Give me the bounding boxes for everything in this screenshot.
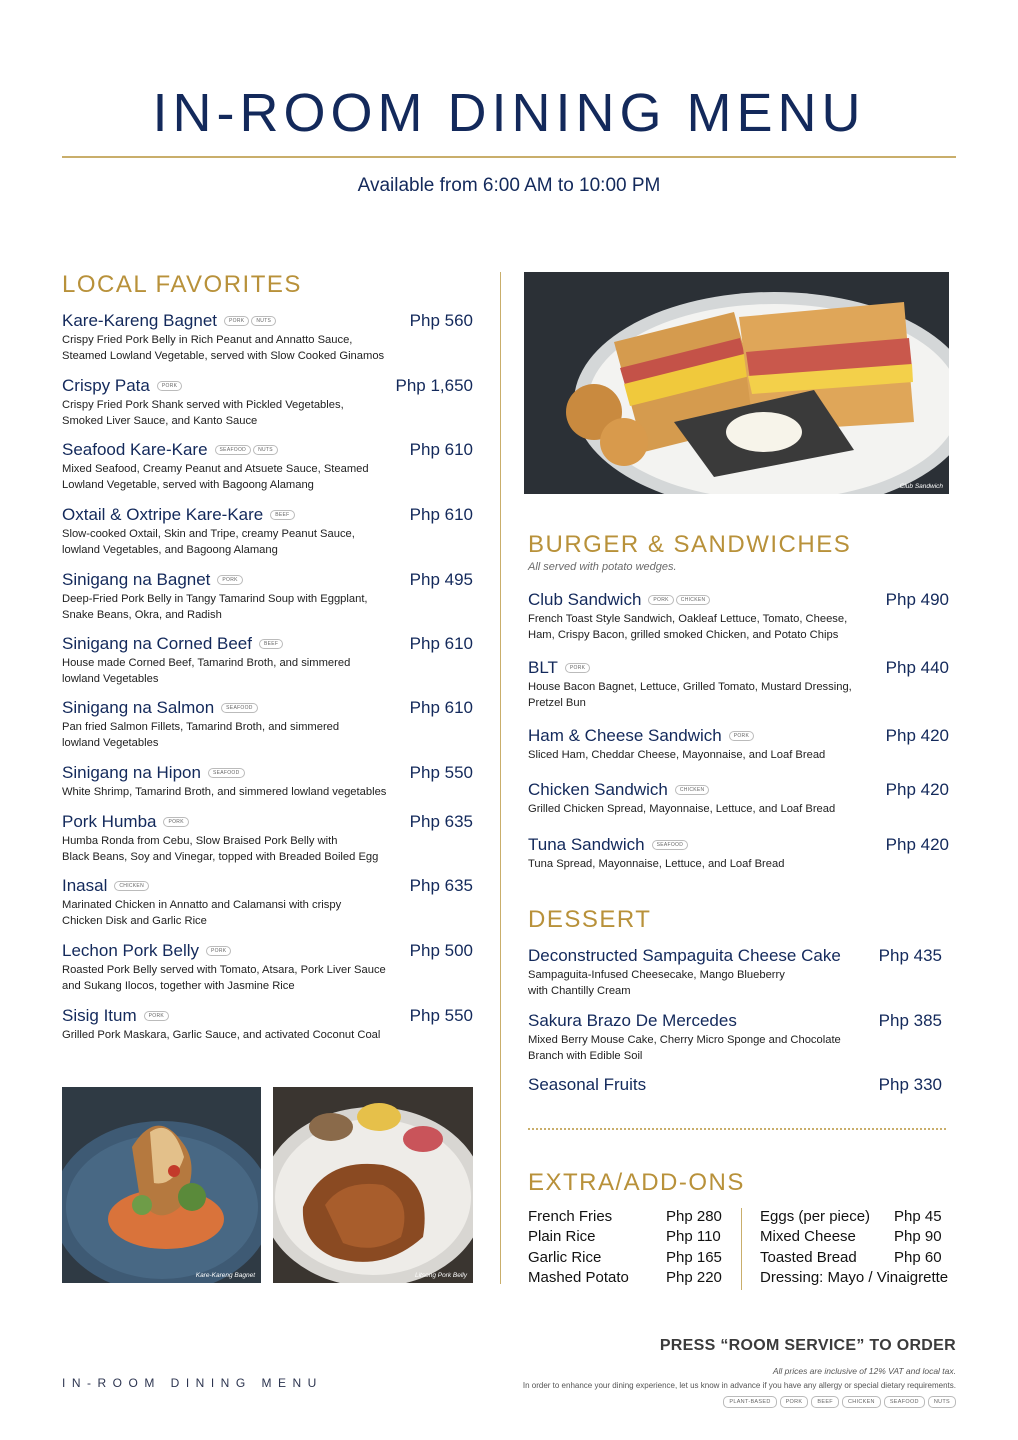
description-line: Roasted Pork Belly served with Tomato, Atsara, Pork Liver Sauce: [62, 964, 386, 976]
description-line: Lowland Vegetable, served with Bagoong Alamang: [62, 478, 314, 491]
menu-item-description: [62, 785, 473, 801]
burger-heading: BURGER & SANDWICHES: [528, 531, 852, 558]
menu-item-name-text: Sakura Brazo De Mercedes: [528, 1011, 737, 1030]
menu-item: [528, 658, 949, 711]
description-line: White Shrimp, Tamarind Broth, and simmered lowland vegetables: [62, 786, 387, 798]
dietary-tags: [221, 703, 258, 713]
menu-item: [62, 812, 473, 865]
menu-item-description: [528, 748, 949, 764]
addon-price: Php 45: [894, 1208, 942, 1225]
addon-price: Php 165: [666, 1249, 722, 1266]
menu-item-price: Php 610: [409, 505, 473, 524]
menu-item-description: [62, 1028, 473, 1044]
dietary-tags: [270, 510, 294, 520]
menu-item-price: Php 560: [409, 311, 473, 330]
plant-based-legend-icon: PLANT-BASED: [723, 1396, 776, 1408]
description-line: Black Beans, Soy and Vinegar, topped with Breaded Boiled Egg: [62, 850, 379, 863]
description-line: Branch with Edible Soil: [528, 1049, 643, 1062]
description-line: Crispy Fried Pork Belly in Rich Peanut and Annatto Sauce,: [62, 334, 353, 346]
description-line: Humba Ronda from Cebu, Slow Braised Pork Belly with: [62, 835, 338, 847]
menu-item: [62, 1006, 473, 1044]
description-line: Ham, Crispy Bacon, grilled smoked Chicken, and Potato Chips: [528, 628, 839, 641]
menu-item-price: Php 440: [885, 658, 949, 677]
addon-price: Php 110: [666, 1228, 721, 1245]
description-line: Marinated Chicken in Annatto and Calamansi with crispy: [62, 899, 342, 911]
dietary-tags: [157, 381, 182, 391]
pork-tag-icon: PORK: [217, 575, 242, 585]
description-line: Grilled Pork Maskara, Garlic Sauce, and activated Coconut Coal: [62, 1029, 381, 1041]
column-divider: [500, 272, 501, 1284]
menu-item-price: Php 610: [409, 634, 473, 653]
addon-name: Plain Rice: [528, 1228, 596, 1245]
menu-item: [528, 590, 949, 643]
menu-item-price: Php 490: [885, 590, 949, 609]
description-line: lowland Vegetables: [62, 736, 159, 749]
litsong-pork-belly-illustration: [273, 1087, 473, 1283]
description-line: Mixed Berry Mouse Cake, Cherry Micro Sponge and Chocolate: [528, 1034, 841, 1046]
menu-item: [62, 311, 473, 364]
page-title: IN-ROOM DINING MENU: [152, 83, 866, 143]
description-line: House Bacon Bagnet, Lettuce, Grilled Tomato, Mustard Dressing,: [528, 681, 852, 693]
description-line: with Chantilly Cream: [528, 984, 631, 997]
menu-item-description: [528, 802, 949, 818]
dietary-tags: [224, 316, 276, 326]
kare-kareng-bagnet-illustration: [62, 1087, 261, 1283]
footer-title: IN-ROOM DINING MENU: [62, 1376, 323, 1390]
pork-tag-icon: PORK: [565, 663, 590, 673]
menu-item-description: [528, 680, 949, 711]
dietary-tags: [215, 445, 278, 455]
menu-item-name-text: BLT: [528, 658, 558, 677]
menu-item: [62, 440, 473, 493]
menu-item-price: Php 610: [409, 440, 473, 459]
menu-item-price: Php 635: [409, 812, 473, 831]
dietary-tags: [675, 785, 710, 795]
menu-item-description: [62, 527, 473, 558]
menu-item-price: Php 385: [878, 1011, 942, 1030]
menu-item-description: [62, 333, 473, 364]
dietary-tags: [217, 575, 242, 585]
chicken-tag-icon: CHICKEN: [676, 595, 711, 605]
menu-item-name-text: Deconstructed Sampaguita Cheese Cake: [528, 946, 841, 965]
description-line: Grilled Chicken Spread, Mayonnaise, Lettuce, and Loaf Bread: [528, 803, 836, 815]
title-divider: [62, 156, 956, 158]
menu-item: [528, 835, 949, 873]
menu-item: [528, 726, 949, 764]
menu-item-price: Php 610: [409, 698, 473, 717]
addon-name: Dressing: Mayo / Vinaigrette: [760, 1269, 949, 1286]
description-line: French Toast Style Sandwich, Oakleaf Lettuce, Tomato, Cheese,: [528, 613, 848, 625]
allergy-notice: In order to enhance your dining experience, let us know in advance if you have any allergy or special dietary requirements.: [522, 1381, 956, 1390]
menu-item-description: [528, 1033, 942, 1064]
menu-item-price: Php 435: [878, 946, 942, 965]
menu-item: [62, 634, 473, 687]
seafood-legend-icon: SEAFOOD: [884, 1396, 925, 1408]
club-sandwich-photo: [524, 272, 949, 494]
beef-legend-icon: BEEF: [811, 1396, 839, 1408]
menu-item: [528, 1075, 942, 1095]
beef-tag-icon: BEEF: [270, 510, 294, 520]
seafood-tag-icon: SEAFOOD: [652, 840, 689, 850]
seafood-tag-icon: SEAFOOD: [208, 768, 245, 778]
nuts-tag-icon: NUTS: [251, 316, 276, 326]
pork-tag-icon: PORK: [144, 1011, 169, 1021]
menu-item: [62, 941, 473, 994]
menu-item: [528, 1011, 942, 1064]
menu-item-description: [528, 857, 949, 873]
menu-item-price: Php 330: [878, 1075, 942, 1094]
dietary-tags: [208, 768, 245, 778]
pork-tag-icon: PORK: [206, 946, 231, 956]
addons-divider: [741, 1208, 742, 1290]
menu-item-name-text: Sinigang na Hipon: [62, 763, 201, 782]
menu-item-price: Php 420: [885, 780, 949, 799]
dietary-tags: [144, 1011, 169, 1021]
kare-photo-caption: Kare-Kareng Bagnet: [195, 1272, 255, 1279]
addon-price: Php 220: [666, 1269, 722, 1286]
club-sandwich-illustration: [524, 272, 949, 494]
menu-item-name-text: Sinigang na Corned Beef: [62, 634, 252, 653]
description-line: Smoked Liver Sauce, and Kanto Sauce: [62, 414, 258, 427]
press-room-service-text: PRESS “ROOM SERVICE” TO ORDER: [659, 1337, 956, 1354]
kare-kareng-bagnet-photo: [62, 1087, 261, 1283]
dietary-tags: [206, 946, 231, 956]
burger-subtitle: All served with potato wedges.: [528, 561, 677, 573]
description-line: Tuna Spread, Mayonnaise, Lettuce, and Loaf Bread: [528, 858, 785, 870]
beef-tag-icon: BEEF: [259, 639, 283, 649]
description-line: House made Corned Beef, Tamarind Broth, and simmered: [62, 657, 351, 669]
menu-item-name-text: Lechon Pork Belly: [62, 941, 200, 960]
menu-item-name-text: Kare-Kareng Bagnet: [62, 311, 217, 330]
addon-price: Php 90: [894, 1228, 942, 1245]
availability-text: Available from 6:00 AM to 10:00 PM: [357, 175, 661, 196]
description-line: and Sukang Ilocos, together with Jasmine Rice: [62, 979, 295, 992]
addon-name: Mashed Potato: [528, 1269, 629, 1286]
menu-item: [62, 763, 473, 801]
dietary-tags: [565, 663, 590, 673]
description-line: lowland Vegetables, and Bagoong Alamang: [62, 543, 278, 556]
chicken-tag-icon: CHICKEN: [675, 785, 710, 795]
nuts-tag-icon: NUTS: [253, 445, 278, 455]
menu-item-description: [62, 963, 473, 994]
menu-item: [62, 505, 473, 558]
menu-item-price: Php 550: [409, 763, 473, 782]
menu-item-name-text: Chicken Sandwich: [528, 780, 668, 799]
menu-item: [62, 876, 473, 929]
menu-item-description: [62, 462, 473, 493]
menu-item-description: [62, 656, 473, 687]
menu-item: [528, 780, 949, 818]
menu-item-price: Php 420: [885, 835, 949, 854]
pork-tag-icon: PORK: [648, 595, 673, 605]
menu-item-description: [62, 592, 473, 623]
litsong-photo-caption: Litsong Pork Belly: [414, 1272, 467, 1279]
dietary-tags: [259, 639, 283, 649]
vat-notice: All prices are inclusive of 12% VAT and local tax.: [772, 1366, 956, 1376]
menu-item-name-text: Inasal: [62, 876, 108, 895]
menu-item-name-text: Sinigang na Salmon: [62, 698, 215, 717]
menu-item-description: [528, 968, 942, 999]
description-line: lowland Vegetables: [62, 672, 159, 685]
description-line: Chicken Disk and Garlic Rice: [62, 914, 207, 927]
menu-item-name-text: Sisig Itum: [62, 1006, 137, 1025]
menu-item-price: Php 495: [409, 570, 473, 589]
pork-tag-icon: PORK: [157, 381, 182, 391]
dotted-divider: [528, 1128, 946, 1130]
dietary-legend: [723, 1396, 956, 1408]
pork-tag-icon: PORK: [163, 817, 188, 827]
pork-legend-icon: PORK: [780, 1396, 809, 1408]
menu-item-name-text: Ham & Cheese Sandwich: [528, 726, 722, 745]
addon-name: Eggs (per piece): [760, 1208, 871, 1225]
dietary-tags: [114, 881, 149, 891]
menu-item-name-text: Sinigang na Bagnet: [62, 570, 211, 589]
addon-name: Toasted Bread: [760, 1249, 857, 1266]
seafood-tag-icon: SEAFOOD: [221, 703, 258, 713]
addon-price: Php 280: [666, 1208, 722, 1225]
dietary-tags: [652, 840, 689, 850]
menu-item: [528, 946, 942, 999]
menu-item-name-text: Seafood Kare-Kare: [62, 440, 208, 459]
menu-item-description: [62, 398, 473, 429]
menu-item-name-text: Oxtail & Oxtripe Kare-Kare: [62, 505, 264, 524]
menu-item-name-text: Club Sandwich: [528, 590, 642, 609]
dessert-heading: DESSERT: [528, 906, 652, 933]
addon-name: Garlic Rice: [528, 1249, 602, 1266]
description-line: Snake Beans, Okra, and Radish: [62, 608, 222, 621]
menu-item-price: Php 1,650: [395, 376, 473, 395]
addon-name: French Fries: [528, 1208, 613, 1225]
description-line: Steamed Lowland Vegetable, served with Slow Cooked Ginamos: [62, 349, 385, 362]
menu-item-description: [528, 612, 949, 643]
club-photo-caption: Club Sandwich: [899, 483, 943, 490]
menu-item: [62, 570, 473, 623]
menu-item-description: [62, 834, 473, 865]
local-favorites-heading: LOCAL FAVORITES: [62, 271, 302, 298]
litsong-pork-belly-photo: [273, 1087, 473, 1283]
menu-item-price: Php 500: [409, 941, 473, 960]
addons-heading: EXTRA/ADD-ONS: [528, 1169, 745, 1196]
description-line: Pretzel Bun: [528, 696, 586, 709]
menu-item-name-text: Tuna Sandwich: [528, 835, 645, 854]
pork-tag-icon: PORK: [729, 731, 754, 741]
seafood-tag-icon: SEAFOOD: [215, 445, 252, 455]
dietary-tags: [648, 595, 710, 605]
dietary-tags: [163, 817, 188, 827]
menu-item: [62, 698, 473, 751]
pork-tag-icon: PORK: [224, 316, 249, 326]
menu-item-price: Php 420: [885, 726, 949, 745]
description-line: Pan fried Salmon Fillets, Tamarind Broth, and simmered: [62, 721, 340, 733]
chicken-tag-icon: CHICKEN: [114, 881, 149, 891]
description-line: Sliced Ham, Cheddar Cheese, Mayonnaise, and Loaf Bread: [528, 749, 826, 761]
nuts-legend-icon: NUTS: [928, 1396, 956, 1408]
description-line: Crispy Fried Pork Shank served with Pickled Vegetables,: [62, 399, 344, 411]
menu-item-description: [62, 898, 473, 929]
addon-name: Mixed Cheese: [760, 1228, 856, 1245]
dietary-tags: [729, 731, 754, 741]
description-line: Mixed Seafood, Creamy Peanut and Atsuete Sauce, Steamed: [62, 463, 369, 475]
description-line: Slow-cooked Oxtail, Skin and Tripe, creamy Peanut Sauce,: [62, 528, 355, 540]
description-line: Sampaguita-Infused Cheesecake, Mango Blueberry: [528, 969, 785, 981]
menu-item-price: Php 550: [409, 1006, 473, 1025]
menu-item-name-text: Crispy Pata: [62, 376, 150, 395]
menu-item: [62, 376, 473, 429]
chicken-legend-icon: CHICKEN: [842, 1396, 881, 1408]
menu-item-description: [62, 720, 473, 751]
menu-item-name-text: Pork Humba: [62, 812, 157, 831]
description-line: Deep-Fried Pork Belly in Tangy Tamarind Soup with Eggplant,: [62, 593, 368, 605]
menu-item-price: Php 635: [409, 876, 473, 895]
addon-price: Php 60: [894, 1249, 942, 1266]
menu-item-name-text: Seasonal Fruits: [528, 1075, 647, 1094]
